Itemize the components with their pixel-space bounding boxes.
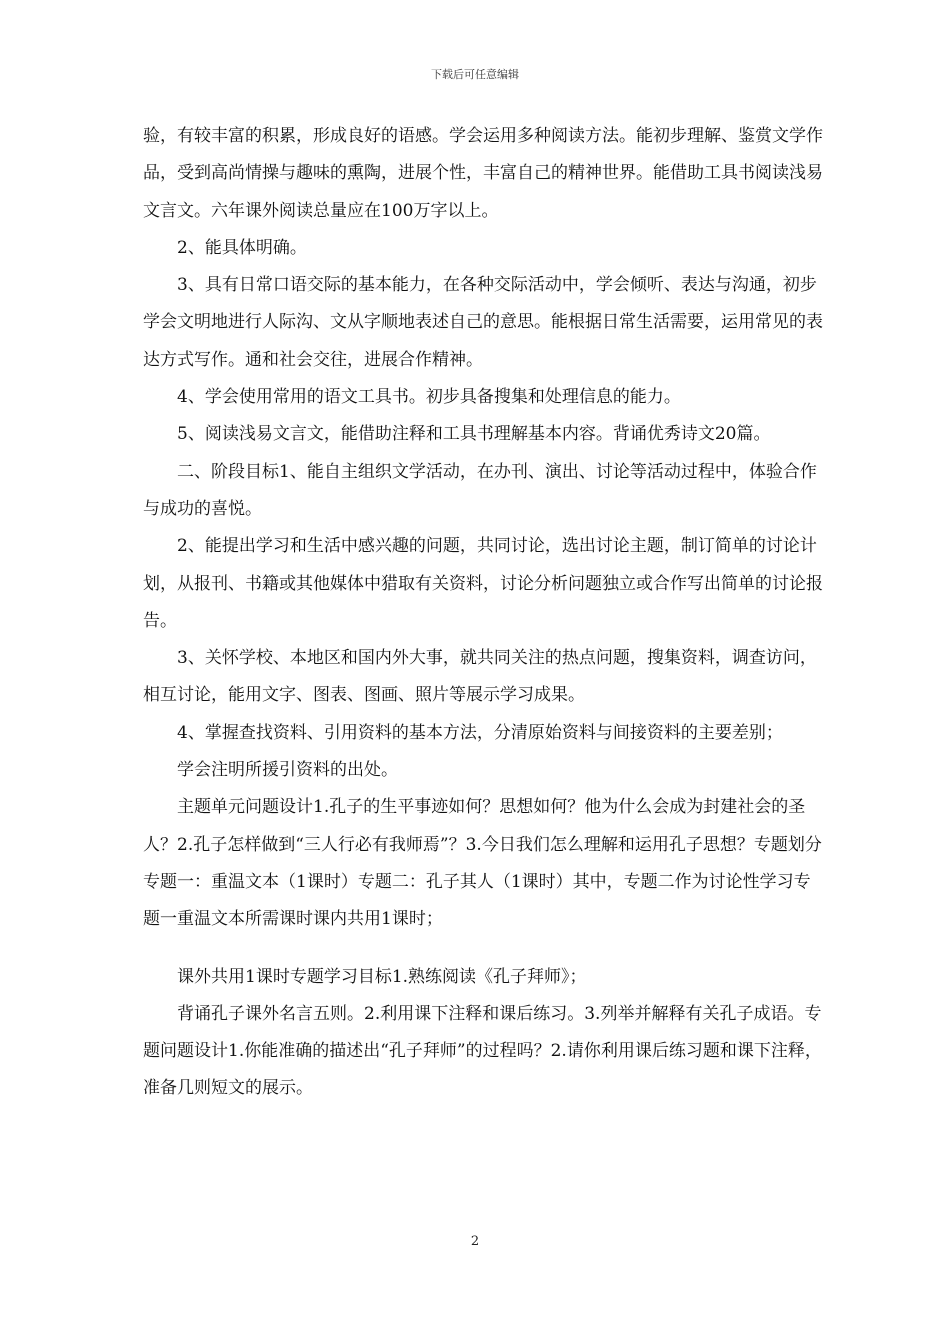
page-header: 下载后可任意编辑 bbox=[431, 68, 519, 81]
paragraph-stage-item-3: 3、关怀学校、本地区和国内外大事，就共同关注的热点问题，搜集资料，调查访问，相互讨论，能用文字、图表、图画、照片等展示学习成果。 bbox=[143, 648, 817, 706]
paragraph-study-goals: 课外共用1课时专题学习目标1.熟练阅读《孔子拜师》； bbox=[177, 966, 587, 987]
paragraph-item-5: 5、阅读浅易文言文，能借助注释和工具书理解基本内容。背诵优秀诗文20篇。 bbox=[177, 424, 771, 445]
paragraph-cite-sources: 学会注明所援引资料的出处。 bbox=[177, 760, 398, 781]
paragraph-stage-item-2: 2、能提出学习和生活中感兴趣的问题，共同讨论，选出讨论主题，制订简单的讨论计划，从报刊、书籍或其他媒体中猎取有关资料，讨论分析问题独立或合作写出简单的讨论报告。 bbox=[143, 536, 823, 631]
paragraph-item-2: 2、能具体明确。 bbox=[177, 237, 307, 258]
paragraph-recite: 背诵孔子课外名言五则。2.利用课下注释和课后练习。3.列举并解释有关孔子成语。专题问题设计1.你能准确的描述出“孔子拜师”的过程吗？2.请你利用课后练习题和课下注释，准备几则短文的展示。 bbox=[143, 1003, 822, 1099]
paragraph-unit-questions: 主题单元问题设计1.孔子的生平事迹如何？思想如何？他为什么会成为封建社会的圣人？2.孔子怎样做到“三人行必有我师焉”？3.今日我们怎么理解和运用孔子思想？专题划分专题一：重温文本（1课时）专题二：孔子其人（1课时）其中，专题二作为讨论性学习专题一重温文本所需课时课内共用1课时； bbox=[143, 797, 822, 930]
paragraph-continuation: 验，有较丰富的积累，形成良好的语感。学会运用多种阅读方法。能初步理解、鉴赏文学作品，受到高尚情操与趣味的熏陶，进展个性，丰富自己的精神世界。能借助工具书阅读浅易文言文。六年课外阅读总量应在100万字以上。 bbox=[143, 126, 823, 221]
paragraph-stage-item-4: 4、掌握查找资料、引用资料的基本方法，分清原始资料与间接资料的主要差别； bbox=[177, 722, 783, 743]
paragraph-stage-goals: 二、阶段目标1、能自主组织文学活动，在办刊、演出、讨论等活动过程中，体验合作与成功的喜悦。 bbox=[143, 461, 817, 519]
paragraph-gap bbox=[143, 939, 823, 959]
document-body bbox=[143, 118, 823, 1108]
page-number: 2 bbox=[470, 1234, 480, 1249]
paragraph-item-3: 3、具有日常口语交际的基本能力，在各种交际活动中，学会倾听、表达与沟通，初步学会文明地进行人际沟、文从字顺地表述自己的意思。能根据日常生活需要，运用常见的表达方式写作。通和社会交往，进展合作精神。 bbox=[143, 275, 823, 370]
paragraph-item-4: 4、学会使用常用的语文工具书。初步具备搜集和处理信息的能力。 bbox=[177, 387, 681, 408]
